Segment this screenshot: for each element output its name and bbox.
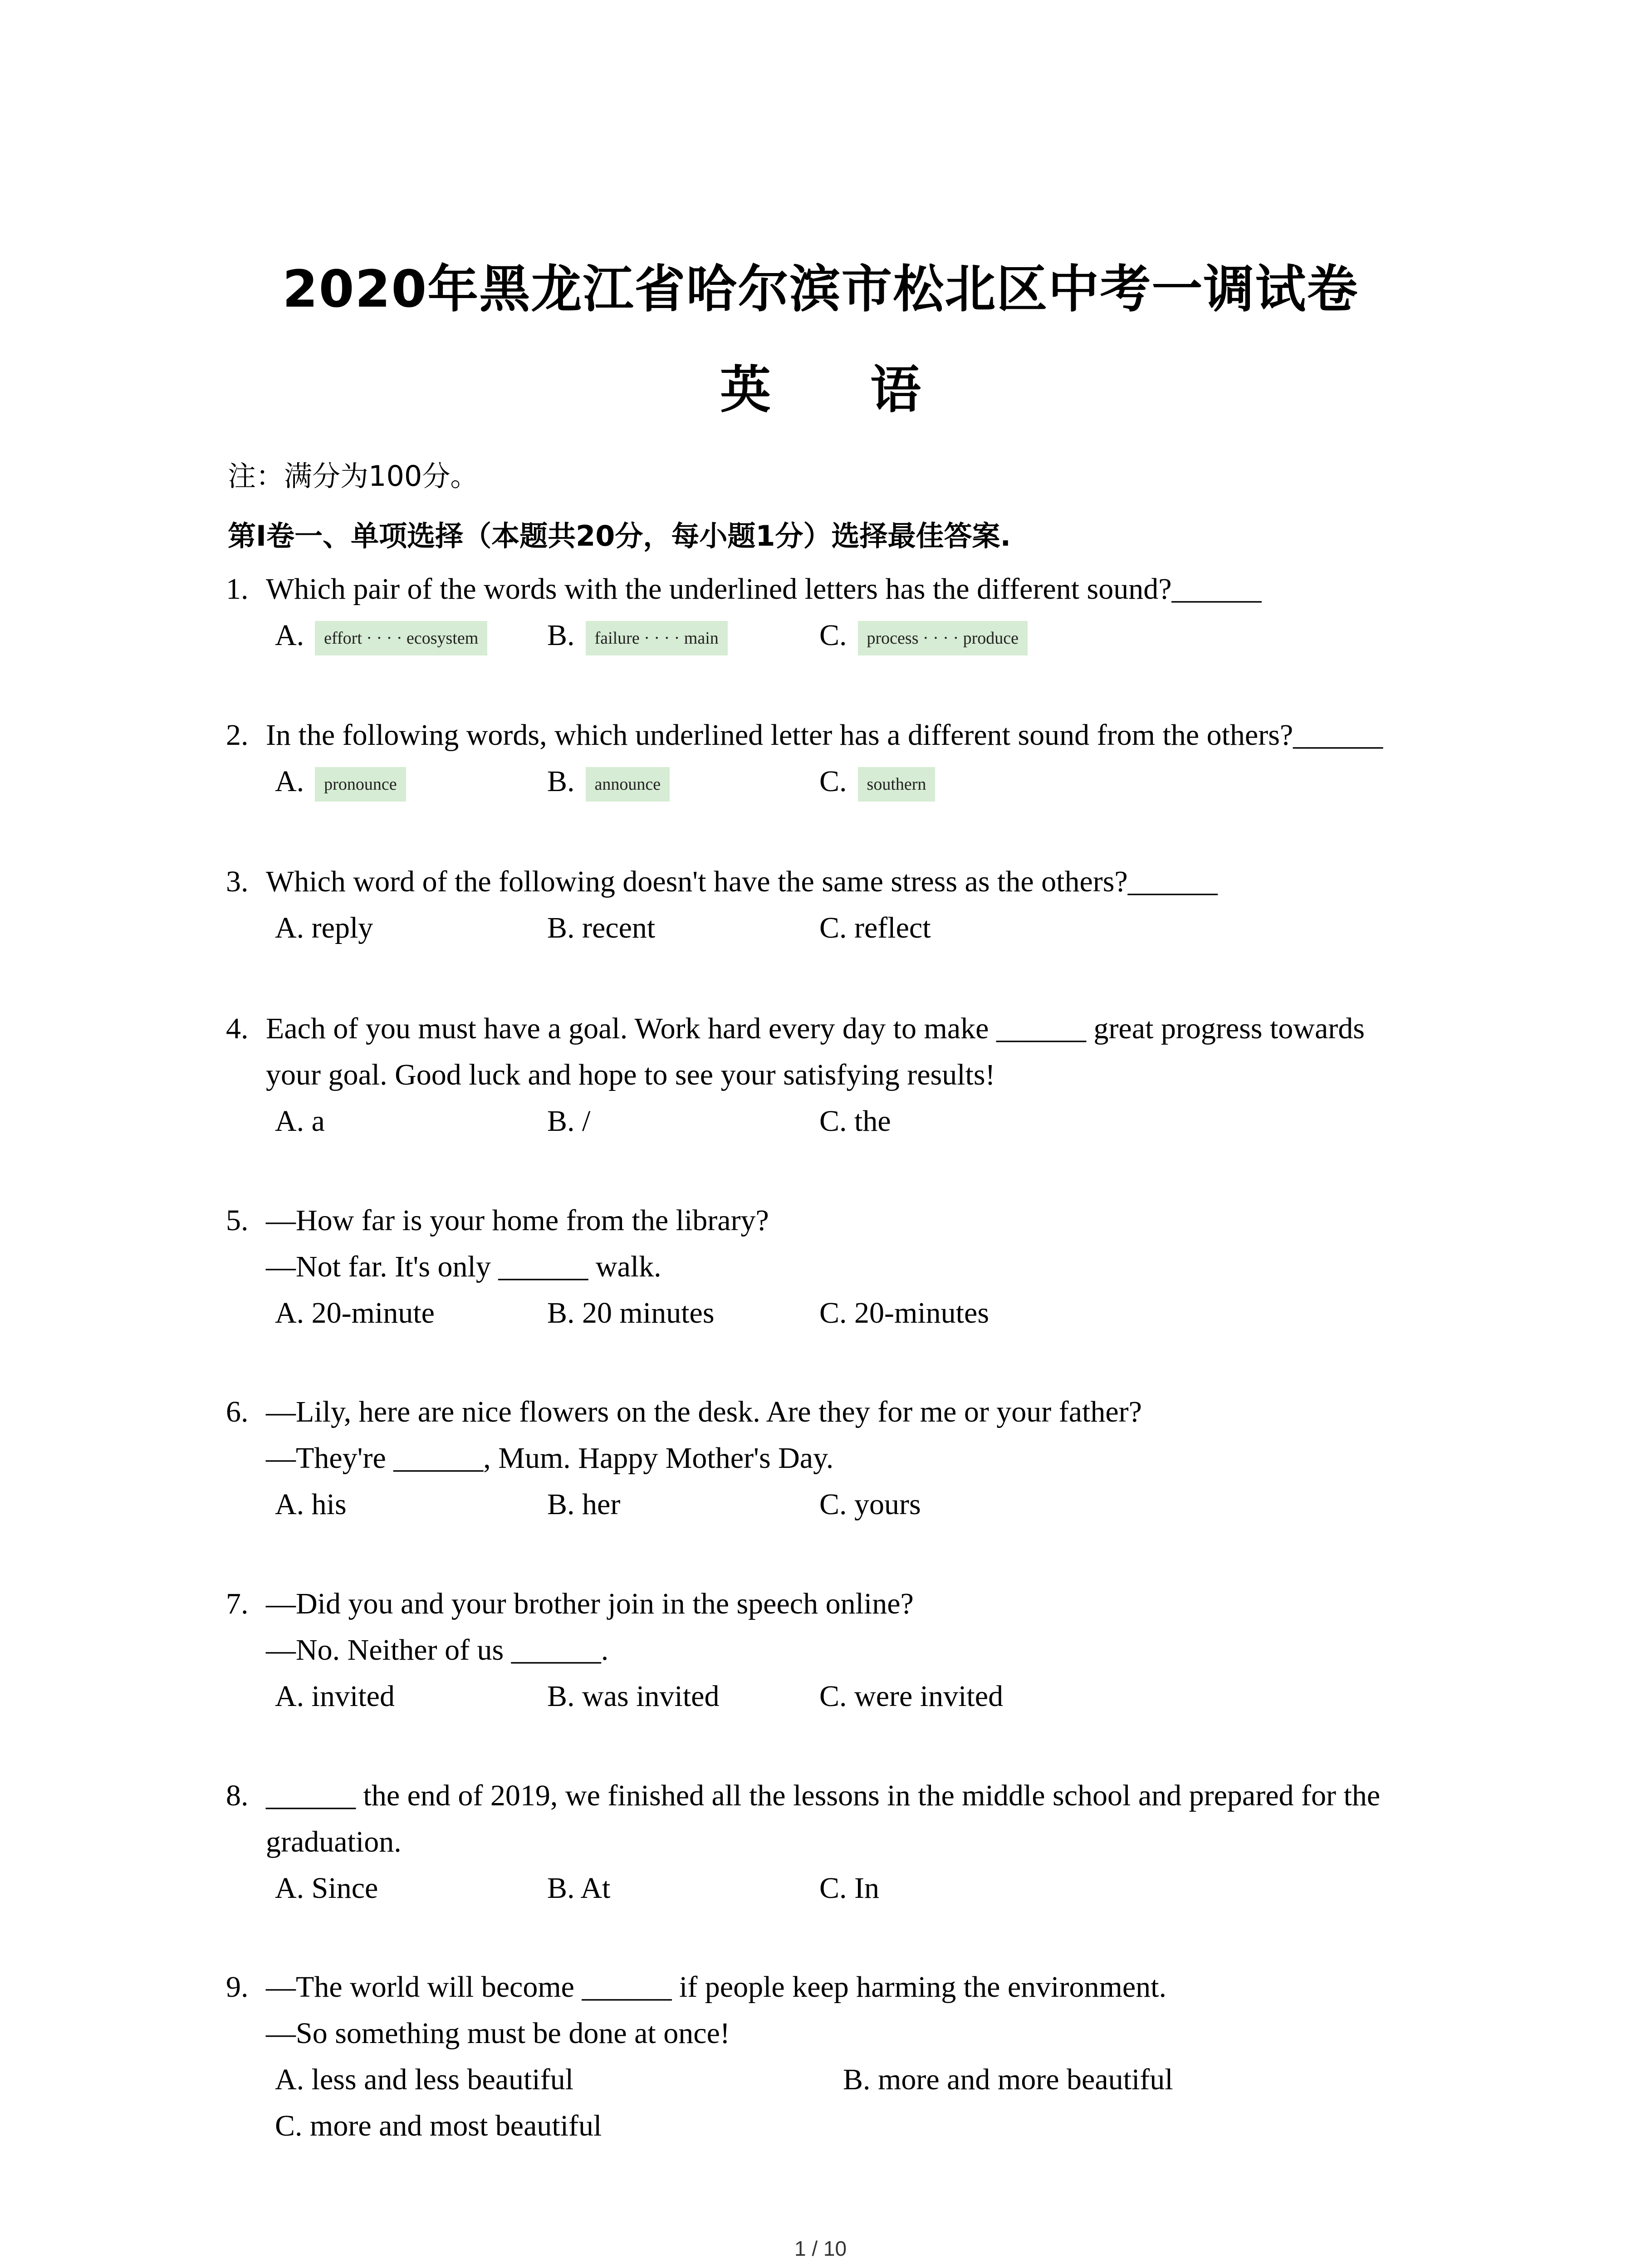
option-a[interactable] xyxy=(275,612,487,659)
option-text: his xyxy=(311,1488,347,1521)
question-text: Which pair of the words with the underlined letters has the different sound?______ xyxy=(266,572,1262,606)
option-label: B. xyxy=(547,1105,575,1138)
option-c[interactable] xyxy=(819,1290,989,1336)
question-number: 6. xyxy=(226,1395,249,1428)
question-text: —They're ______, Mum. Happy Mother's Day. xyxy=(266,1442,834,1475)
option-b[interactable] xyxy=(547,1865,610,1911)
option-b[interactable] xyxy=(843,2057,1173,2103)
question-3 xyxy=(226,859,1424,951)
question-5 xyxy=(226,1198,1424,1336)
highlighted-word-image: pronounce xyxy=(315,767,406,802)
option-label: C. xyxy=(819,765,847,798)
option-text: 20 minutes xyxy=(582,1296,715,1330)
option-c[interactable] xyxy=(819,758,935,805)
option-label: C. xyxy=(819,619,847,652)
option-c[interactable] xyxy=(275,2103,602,2149)
option-text: were invited xyxy=(854,1680,1004,1713)
question-text: —Lily, here are nice flowers on the desk. Are they for me or your father? xyxy=(266,1395,1142,1428)
option-text: a xyxy=(311,1105,325,1138)
option-label: C. xyxy=(819,1105,847,1138)
option-text: her xyxy=(582,1488,621,1521)
option-a[interactable] xyxy=(275,1481,347,1528)
option-text: / xyxy=(582,1105,591,1138)
option-label: A. xyxy=(275,1488,304,1521)
option-label: B. xyxy=(547,911,575,944)
highlighted-word-image: southern xyxy=(858,767,936,802)
option-a[interactable] xyxy=(275,1290,435,1336)
option-label: B. xyxy=(547,619,575,652)
option-label: A. xyxy=(275,619,304,652)
option-label: B. xyxy=(547,1296,575,1330)
option-c[interactable] xyxy=(819,612,1028,659)
question-number: 9. xyxy=(226,1970,249,2004)
question-text: —Not far. It's only ______ walk. xyxy=(266,1250,661,1283)
option-text: 20-minutes xyxy=(854,1296,989,1330)
question-text: ______ the end of 2019, we finished all the lessons in the middle school and prepared for the xyxy=(266,1779,1381,1812)
highlighted-word-image: failure · · · · main xyxy=(586,621,728,655)
option-label: A. xyxy=(275,911,304,944)
question-number: 7. xyxy=(226,1587,249,1620)
option-label: C. xyxy=(819,1488,847,1521)
option-text: more and most beautiful xyxy=(310,2109,602,2142)
option-label: A. xyxy=(275,2063,304,2096)
question-number: 8. xyxy=(226,1779,249,1812)
question-number: 3. xyxy=(226,865,249,898)
option-label: C. xyxy=(819,911,847,944)
option-b[interactable] xyxy=(547,905,655,951)
option-label: A. xyxy=(275,1105,304,1138)
option-c[interactable] xyxy=(819,905,931,951)
question-6 xyxy=(226,1389,1424,1528)
option-text: At xyxy=(580,1872,611,1905)
option-b[interactable] xyxy=(547,1098,590,1144)
option-label: A. xyxy=(275,1296,304,1330)
question-text: graduation. xyxy=(266,1825,402,1858)
question-text: your goal. Good luck and hope to see your satisfying results! xyxy=(266,1058,995,1091)
question-text: —How far is your home from the library? xyxy=(266,1204,769,1237)
question-text: —No. Neither of us ______. xyxy=(266,1633,609,1667)
option-b[interactable] xyxy=(547,1481,620,1528)
option-b[interactable] xyxy=(547,1673,719,1720)
option-text: the xyxy=(854,1105,891,1138)
question-text: Each of you must have a goal. Work hard every day to make ______ great progress towards xyxy=(266,1012,1365,1045)
option-text: In xyxy=(854,1872,880,1905)
exam-title: 2020年黑龙江省哈尔滨市松北区中考一调试卷 xyxy=(282,260,1359,319)
option-a[interactable] xyxy=(275,758,406,805)
option-text: recent xyxy=(582,911,656,944)
subject-title: 英 语 xyxy=(720,361,962,420)
option-c[interactable] xyxy=(819,1673,1003,1720)
question-number: 2. xyxy=(226,719,249,752)
option-a[interactable] xyxy=(275,2057,573,2103)
option-label: C. xyxy=(819,1872,847,1905)
option-c[interactable] xyxy=(819,1481,921,1528)
option-label: C. xyxy=(819,1296,847,1330)
question-8 xyxy=(226,1773,1424,1911)
option-a[interactable] xyxy=(275,1098,325,1144)
option-text: was invited xyxy=(582,1680,720,1713)
option-label: C. xyxy=(275,2109,303,2142)
option-label: B. xyxy=(547,765,575,798)
question-4 xyxy=(226,1006,1424,1144)
question-number: 1. xyxy=(226,572,249,606)
highlighted-word-image: announce xyxy=(586,767,670,802)
question-text: —So something must be done at once! xyxy=(266,2017,730,2050)
option-a[interactable] xyxy=(275,905,373,951)
question-text: In the following words, which underlined letter has a different sound from the others?______ xyxy=(266,719,1383,752)
section-heading: 第Ⅰ卷一、单项选择（本题共20分，每小题1分）选择最佳答案. xyxy=(228,519,1011,552)
option-text: reflect xyxy=(854,911,931,944)
option-text: reply xyxy=(311,911,373,944)
option-a[interactable] xyxy=(275,1865,378,1911)
highlighted-word-image: effort · · · · ecosystem xyxy=(315,621,487,655)
highlighted-word-image: process · · · · produce xyxy=(858,621,1028,655)
option-text: yours xyxy=(854,1488,921,1521)
option-label: B. xyxy=(843,2063,871,2096)
question-text: —Did you and your brother join in the speech online? xyxy=(266,1587,914,1620)
option-text: more and more beautiful xyxy=(878,2063,1173,2096)
question-1 xyxy=(226,566,1424,659)
option-label: C. xyxy=(819,1680,847,1713)
option-label: A. xyxy=(275,1680,304,1713)
option-label: B. xyxy=(547,1488,575,1521)
question-7 xyxy=(226,1581,1424,1720)
option-label: B. xyxy=(547,1680,575,1713)
option-text: Since xyxy=(311,1872,378,1905)
question-number: 5. xyxy=(226,1204,249,1237)
page-number: 1 / 10 xyxy=(794,2237,847,2260)
option-text: 20-minute xyxy=(311,1296,435,1330)
score-note: 注：满分为100分。 xyxy=(228,459,479,493)
option-label: A. xyxy=(275,1872,304,1905)
question-text: Which word of the following doesn't have the same stress as the others?______ xyxy=(266,865,1218,898)
option-label: B. xyxy=(547,1872,575,1905)
option-b[interactable] xyxy=(547,612,728,659)
option-text: less and less beautiful xyxy=(311,2063,574,2096)
option-b[interactable] xyxy=(547,758,670,805)
option-c[interactable] xyxy=(819,1865,879,1911)
question-2 xyxy=(226,712,1424,805)
question-text: —The world will become ______ if people keep harming the environment. xyxy=(266,1970,1166,2004)
question-number: 4. xyxy=(226,1012,249,1045)
question-9 xyxy=(226,1964,1424,2149)
option-c[interactable] xyxy=(819,1098,891,1144)
option-text: invited xyxy=(311,1680,395,1713)
option-a[interactable] xyxy=(275,1673,395,1720)
option-b[interactable] xyxy=(547,1290,715,1336)
option-label: A. xyxy=(275,765,304,798)
